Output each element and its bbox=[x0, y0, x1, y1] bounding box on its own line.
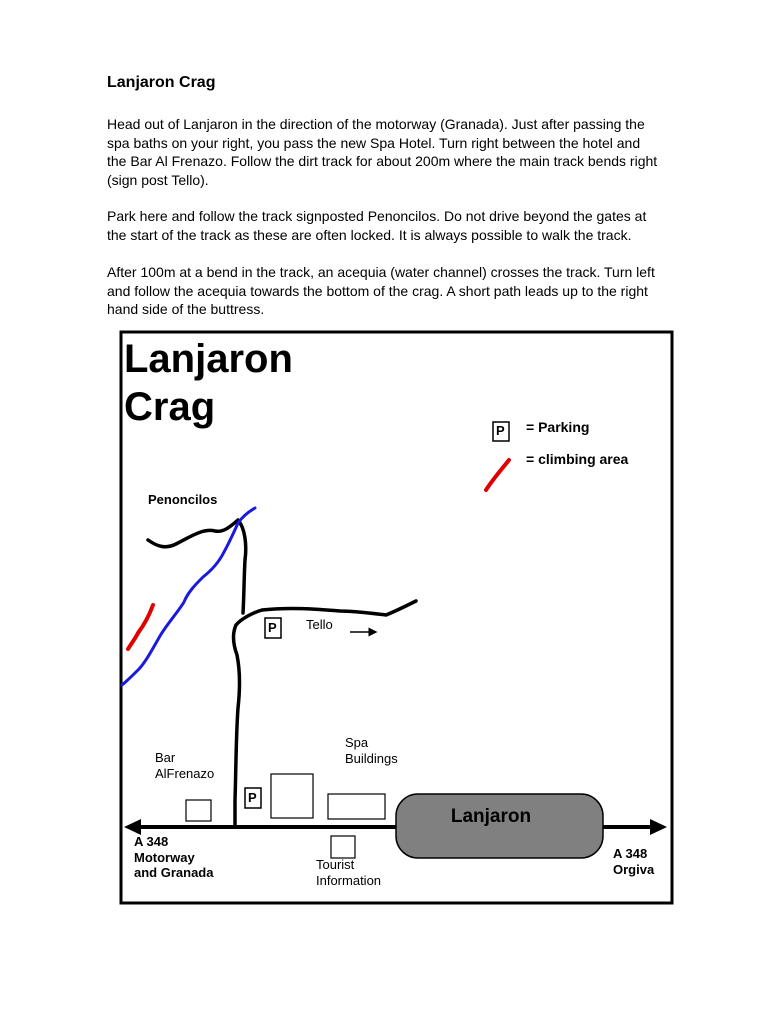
label-spa-line1: Spa bbox=[345, 735, 369, 750]
paragraph-line: Park here and follow the track signposted Penoncilos. Do not drive beyond the gates at bbox=[107, 208, 647, 224]
label-road-west-line2: Motorway bbox=[134, 850, 195, 865]
label-road-west-line1: A 348 bbox=[134, 834, 169, 849]
paragraph-line: (sign post Tello). bbox=[107, 171, 209, 188]
parking-symbol: P bbox=[268, 620, 277, 635]
parking-symbol: P bbox=[496, 423, 505, 438]
parking-symbol: P bbox=[248, 790, 257, 805]
tourist-information-building bbox=[331, 836, 355, 858]
map-title-line2: Crag bbox=[124, 385, 216, 429]
label-tello: Tello bbox=[306, 617, 333, 632]
label-tourist-line1: Tourist bbox=[316, 857, 355, 872]
label-town: Lanjaron bbox=[450, 806, 532, 827]
paragraph-line: Head out of Lanjaron in the direction of the motorway (Granada). Just after passing the bbox=[107, 116, 645, 132]
paragraph-line: After 100m at a bend in the track, an acequia (water channel) crosses the track. Turn left bbox=[107, 264, 655, 280]
spa-hotel-building bbox=[271, 774, 313, 818]
paragraph-line: hand side of the buttress. bbox=[107, 301, 265, 317]
map-title-line1: Lanjaron bbox=[124, 337, 293, 381]
label-tourist-line2: Information bbox=[316, 873, 382, 888]
legend-climbing-label: = climbing area bbox=[526, 451, 629, 467]
label-bar-line2: AlFrenazo bbox=[155, 766, 215, 781]
spa-building bbox=[328, 794, 385, 819]
paragraph-line: the Bar Al Frenazo. Follow the dirt track for about 200m where the main track bends right bbox=[107, 153, 658, 169]
paragraph-line: spa baths on your right, you pass the new Spa Hotel. Turn right between the hotel and bbox=[107, 134, 641, 151]
paragraph-line: the start of the track as these are often locked. It is always possible to walk the track. bbox=[107, 226, 632, 243]
bar-alfrenazo-building bbox=[186, 800, 211, 821]
label-spa-line2: Buildings bbox=[345, 751, 398, 766]
label-road-east-line1: A 348 bbox=[613, 846, 648, 861]
label-penoncilos: Penoncilos bbox=[148, 492, 218, 507]
label-road-east-line2: Orgiva bbox=[613, 862, 655, 877]
label-road-west-line3: and Granada bbox=[134, 865, 214, 880]
legend-parking-label: = Parking bbox=[526, 419, 590, 435]
document-title: Lanjaron Crag bbox=[107, 74, 216, 91]
label-bar-line1: Bar bbox=[155, 750, 176, 765]
paragraph-line: and follow the acequia towards the bottom of the crag. A short path leads up to the right bbox=[107, 282, 648, 299]
